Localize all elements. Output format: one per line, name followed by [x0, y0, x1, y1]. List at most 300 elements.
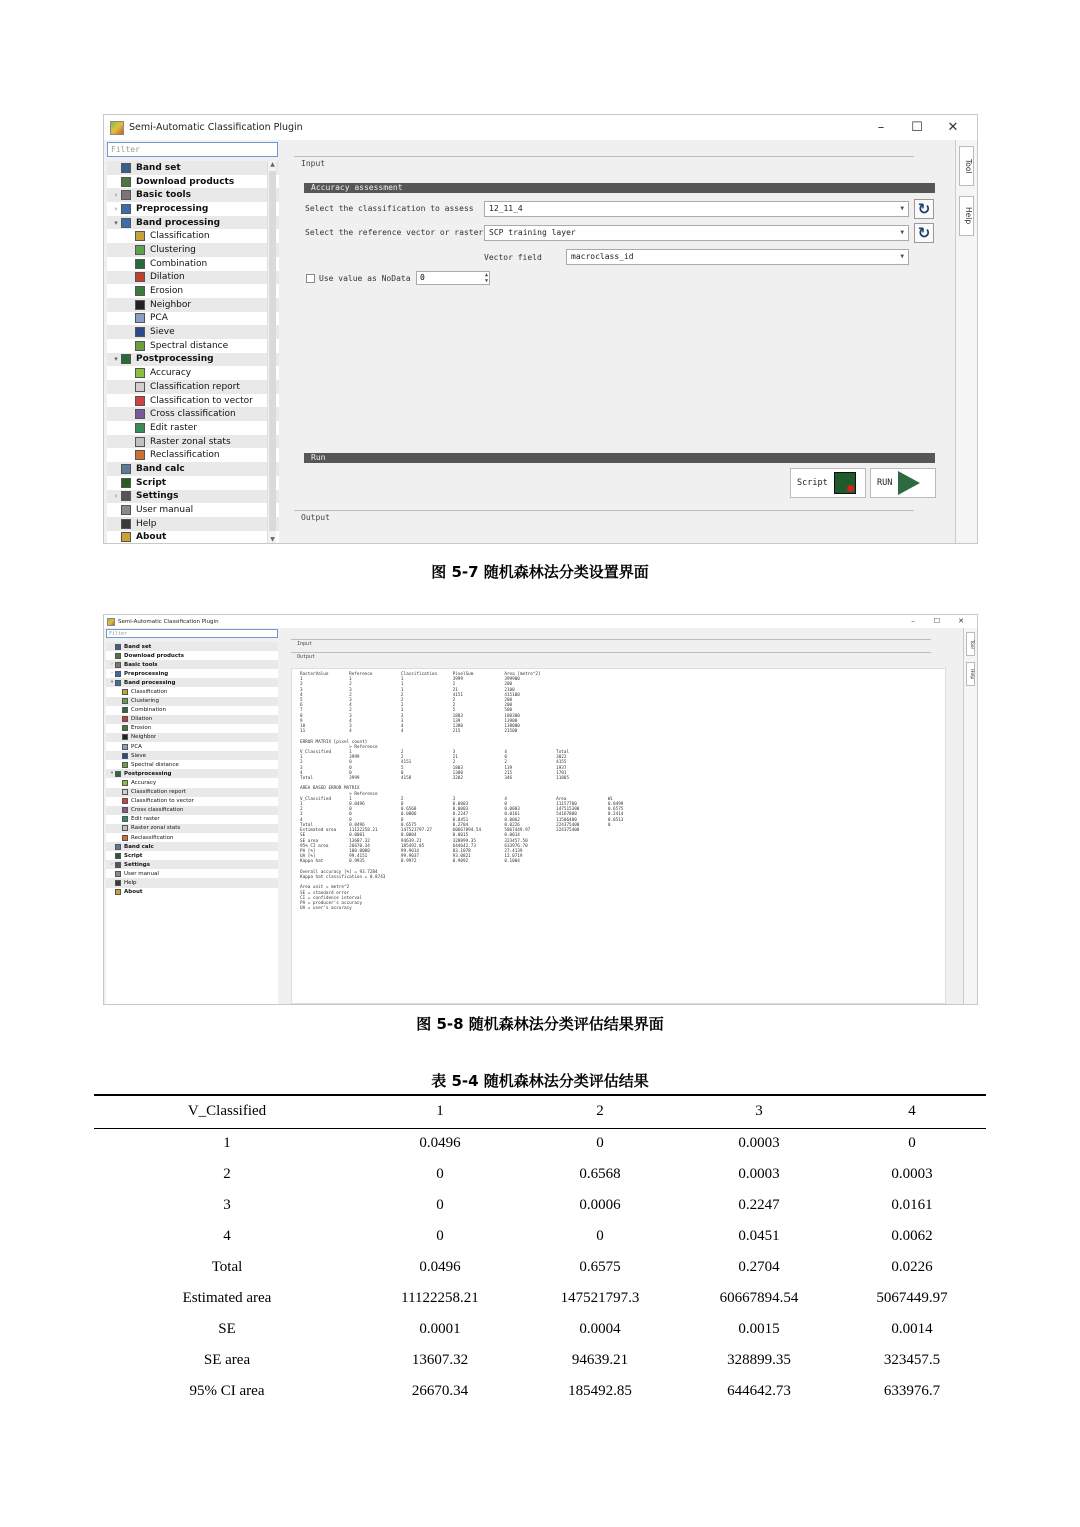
reference-value: SCP training layer: [489, 228, 576, 237]
script-button-label: Script: [797, 478, 828, 488]
sidebar-item-label: Combination: [131, 707, 166, 714]
sidebar-item-neighbor[interactable]: [107, 298, 279, 312]
header-cell: 4: [838, 1095, 986, 1128]
table-row: [94, 1128, 986, 1159]
chevron-down-icon[interactable]: ▾: [110, 771, 114, 777]
sidebar-item-label: User manual: [124, 870, 159, 877]
postprocessing-icon: [115, 771, 121, 777]
script-icon: [834, 472, 856, 494]
value-cell: 0: [436, 1197, 444, 1213]
sidebar-item-label: Dilation: [131, 716, 153, 723]
erosion-icon: [135, 286, 145, 296]
run-icon: [898, 471, 920, 495]
window-title: Semi-Automatic Classification Plugin: [118, 618, 219, 625]
sidebar-item-band-calc[interactable]: [107, 462, 279, 476]
pca-icon: [135, 313, 145, 323]
pca-icon: [122, 744, 128, 750]
sidebar-item-label: Preprocessing: [124, 670, 169, 677]
sidebar-item-label: Clustering: [131, 698, 160, 705]
raster-zonal-stats-icon: [122, 825, 128, 831]
value-cell: 0.0003: [738, 1135, 780, 1152]
refresh-classification-icon[interactable]: ↻: [914, 199, 934, 219]
sidebar-item-label: Postprocessing: [124, 770, 172, 777]
sidebar-item-combination[interactable]: [106, 706, 278, 715]
sidebar-item-label: Spectral distance: [131, 761, 179, 768]
sidebar-item-edit-raster[interactable]: [106, 815, 278, 824]
results-panel: [291, 637, 946, 1003]
window-controls: [901, 615, 973, 628]
sidebar-item-basic-tools[interactable]: [107, 188, 279, 202]
classification-report-icon: [122, 789, 128, 795]
value-cell: 0.0161: [891, 1197, 933, 1213]
title-bar: [104, 615, 977, 628]
sidebar-item-classification-report[interactable]: [106, 788, 278, 797]
input-group-label: Input: [297, 641, 313, 647]
basic-tools-icon: [115, 662, 121, 668]
value-cell: 0.2247: [738, 1197, 780, 1213]
output-group-line: [294, 510, 914, 511]
tab-tool[interactable]: Tool: [966, 632, 975, 656]
script-icon: [115, 853, 121, 859]
value-cell: 0.0015: [738, 1321, 780, 1337]
classification-to-vector-icon: [122, 798, 128, 804]
sidebar-item-cross-classification[interactable]: [106, 806, 278, 815]
sidebar-item-spectral-distance[interactable]: [106, 760, 278, 769]
sidebar-item-about[interactable]: [107, 531, 279, 543]
sidebar-item-download-products[interactable]: [106, 651, 278, 660]
sidebar-item-script[interactable]: [107, 476, 279, 490]
about-icon: [115, 889, 121, 895]
accuracy-assessment-header: Accuracy assessment: [304, 183, 935, 193]
combination-icon: [122, 707, 128, 713]
value-cell: 0.6575: [579, 1259, 621, 1275]
table-row: [94, 1345, 986, 1376]
sidebar-item-label: Spectral distance: [150, 340, 229, 351]
sidebar-item-edit-raster[interactable]: [107, 421, 279, 435]
value-cell: 328899.35: [727, 1352, 791, 1368]
value-cell: 0: [908, 1135, 916, 1152]
dilation-icon: [122, 716, 128, 722]
sidebar-item-label: Edit raster: [150, 422, 197, 433]
sidebar-item-pca[interactable]: [107, 312, 279, 326]
cross-classification-icon: [135, 409, 145, 419]
sidebar-item-erosion[interactable]: [106, 724, 278, 733]
close-icon[interactable]: ✕: [958, 617, 964, 625]
sidebar-item-settings[interactable]: [107, 490, 279, 504]
sidebar-item-sieve[interactable]: [107, 325, 279, 339]
band-processing-icon: [115, 680, 121, 686]
download-icon: [121, 177, 131, 187]
reclassification-icon: [135, 450, 145, 460]
help-icon: [115, 880, 121, 886]
sidebar-item-label: Classification to vector: [131, 798, 194, 805]
sidebar-item-label: Reclassification: [131, 834, 174, 841]
sidebar-item-classification[interactable]: [106, 687, 278, 696]
filter-input[interactable]: Filter: [107, 142, 278, 157]
chevron-right-icon[interactable]: ›: [114, 191, 118, 200]
scp-app-icon: [107, 618, 115, 626]
vector-field-select[interactable]: [566, 249, 909, 265]
sidebar-item-label: Sieve: [131, 752, 147, 759]
sidebar-item-label: User manual: [136, 505, 194, 516]
maximize-icon[interactable]: ☐: [911, 120, 923, 135]
window-controls: [863, 115, 971, 140]
side-tabs: [963, 628, 977, 1004]
sidebar-item-label: Band set: [136, 162, 181, 173]
neighbor-icon: [122, 734, 128, 740]
value-cell: 0.0004: [579, 1321, 621, 1337]
sidebar-item-label: Band calc: [136, 463, 185, 474]
clustering-icon: [122, 698, 128, 704]
sidebar-item-classification[interactable]: [107, 229, 279, 243]
sidebar-item-user-manual[interactable]: [106, 869, 278, 878]
value-cell: 644642.73: [727, 1382, 791, 1399]
chevron-down-icon[interactable]: ▾: [114, 355, 118, 364]
header-cell: V_Classified: [94, 1095, 360, 1128]
sidebar-item-spectral-distance[interactable]: [107, 339, 279, 353]
sidebar-item-label: Reclassification: [150, 450, 220, 461]
sidebar-item-dilation[interactable]: [107, 271, 279, 285]
settings-icon: [115, 862, 121, 868]
value-cell: 633976.7: [883, 1382, 941, 1399]
figure-caption-5-7: 图 5-7 随机森林法分类设置界面: [431, 563, 649, 581]
sidebar-item-raster-zonal-stats[interactable]: [106, 824, 278, 833]
tab-help[interactable]: Help: [966, 662, 975, 686]
value-cell: 147521797.3: [560, 1290, 640, 1306]
sidebar-item-label: Sieve: [150, 327, 175, 338]
scp-window-results: [103, 614, 978, 1005]
sidebar-item-basic-tools[interactable]: [106, 660, 278, 669]
tool-tree: [107, 161, 279, 543]
sidebar-item-classification-to-vector[interactable]: [107, 394, 279, 408]
sidebar-item-dilation[interactable]: [106, 715, 278, 724]
value-cell: 0.0451: [738, 1228, 780, 1244]
sidebar-item-band-calc[interactable]: [106, 842, 278, 851]
reference-select[interactable]: [484, 225, 909, 241]
tool-tree: [106, 642, 278, 1004]
refresh-reference-icon[interactable]: ↻: [914, 223, 934, 243]
value-cell: 94639.21: [571, 1352, 629, 1368]
chevron-right-icon[interactable]: ›: [114, 204, 118, 213]
value-cell: 26670.34: [411, 1382, 469, 1399]
sidebar-item-label: Band processing: [136, 217, 221, 228]
accuracy-report-text: RasterValue Reference Classification PixelSum Area [metre^2] 1 1 1 3999 399900 2 2 1 2 200 3 3 1 21 2100 4 2 2 4151 415100 5 3 2 2 200 6 4 2 2 200 7 2 3 5 500 8 3 3 1803 180300 9 4 3 139 13900 10 3 4 1380 138000 11 4 4 215 21500 ERROR MATRIX [pixel count] > Reference V_Classified 1 2 3 4 Total 1 3999 2 21 0 3022 2 0 4151 2 2 4155 3 0 5 1803 139 1937 4 0 0 1380 215 1781 Total 3999 4158 3202 346 11805 AREA BASED ERROR MATRIX > Reference V_Classified 1 2 3 4 Area Wi 1 0.0496 0 0.0003 0 11157700 0.0499 2 0 0.6568 0.0003 0.0003 147515300 0.6575 3 0 0.0006 0.2247 0.0161 54167800 0.2414 4 0 0 0.0451 0.0062 11506400 0.0513 Total 0.0496 0.6575 0.2704 0.0226 224375400 0 Estimated area 11122258.21 147521797.27 60667894.54 5067449.97 224375400 SE 0.0001 0.0004 0.0015 0.0014 SE area 13607.32 94639.21 328899.35 323457.50 95% CI area 26670.34 185492.85 644642.73 633976.70 PA [%] 100.0000 99.9014 83.1078 27.4139 UA [%] 99.4151 99.9037 93.0821 12.0719 Kappa hat 0.9935 0.9972 0.9092 0.1004 Overall accuracy [%] = 93.7284 Kappa hat classification = 0.8743 Area unit = metre^2 SE = standard error CI = confidence interval PA = producer's accuracy UA = user's accuracy: [300, 672, 624, 912]
chevron-down-icon: ▼: [900, 205, 904, 212]
scp-app-icon: [110, 121, 124, 135]
postprocessing-icon: [121, 354, 131, 364]
value-cell: 0.0003: [738, 1166, 780, 1182]
row-label-cell: 95% CI area: [189, 1382, 265, 1399]
scroll-down-icon[interactable]: ▼: [270, 536, 275, 543]
window-title: Semi-Automatic Classification Plugin: [129, 122, 303, 133]
table-header-row: [94, 1095, 986, 1128]
chevron-down-icon[interactable]: ▾: [110, 680, 114, 686]
value-cell: 0.0226: [891, 1259, 933, 1275]
value-cell: 0.6568: [579, 1166, 621, 1182]
sidebar-item-label: Erosion: [131, 725, 152, 732]
value-cell: 185492.85: [568, 1382, 632, 1399]
figure-caption-5-8: 图 5-8 随机森林法分类评估结果界面: [416, 1015, 664, 1033]
classification-label: Select the classification to assess: [305, 204, 474, 213]
sidebar-item-label: Band calc: [124, 843, 154, 850]
table-title: 表 5-4 随机森林法分类评估结果: [431, 1072, 649, 1090]
tree-scrollbar[interactable]: [267, 161, 276, 543]
sidebar-item-reclassification[interactable]: [106, 833, 278, 842]
preprocessing-icon: [121, 204, 131, 214]
header-cell: 1: [360, 1095, 520, 1128]
sidebar-item-label: Classification to vector: [150, 395, 253, 406]
band-calc-icon: [121, 464, 131, 474]
value-cell: 0: [436, 1228, 444, 1244]
chevron-right-icon[interactable]: ›: [111, 862, 113, 868]
raster-zonal-stats-icon: [135, 437, 145, 447]
combination-icon: [135, 259, 145, 269]
sidebar-item-clustering[interactable]: [107, 243, 279, 257]
sidebar-item-band-set[interactable]: [107, 161, 279, 175]
clustering-icon: [135, 245, 145, 255]
output-group-label: Output: [301, 513, 330, 522]
basic-tools-icon: [121, 190, 131, 200]
sidebar-item-label: Cross classification: [131, 807, 184, 814]
minimize-icon[interactable]: –: [877, 120, 885, 135]
classification-to-vector-icon: [135, 396, 145, 406]
side-tabs: [955, 140, 977, 543]
band-calc-icon: [115, 844, 121, 850]
sidebar-item-label: Settings: [124, 861, 150, 868]
nodata-label: Use value as NoData: [319, 274, 411, 283]
table-row: [94, 1252, 986, 1283]
table-row: [94, 1190, 986, 1221]
sidebar-item-label: Preprocessing: [136, 203, 209, 214]
sidebar-item-classification-to-vector[interactable]: [106, 797, 278, 806]
chevron-down-icon[interactable]: ▾: [114, 218, 118, 227]
user-manual-icon: [115, 871, 121, 877]
sidebar-item-preprocessing[interactable]: [106, 669, 278, 678]
value-cell: 60667894.54: [719, 1290, 799, 1306]
sidebar-item-label: Clustering: [150, 244, 196, 255]
value-cell: 0: [436, 1166, 444, 1182]
value-cell: 0.0003: [891, 1166, 933, 1182]
input-group-label: Input: [301, 159, 326, 168]
value-cell: 0.0001: [419, 1321, 461, 1337]
sidebar-item-label: Classification: [131, 689, 168, 696]
sidebar-item-help[interactable]: [107, 517, 279, 531]
classification-icon: [122, 689, 128, 695]
cross-classification-icon: [122, 807, 128, 813]
sidebar-item-label: Classification report: [150, 381, 240, 392]
script-button[interactable]: [790, 468, 866, 498]
sidebar-item-erosion[interactable]: [107, 284, 279, 298]
value-cell: 0.0062: [891, 1228, 933, 1244]
sidebar-item-label: Combination: [150, 258, 208, 269]
sidebar-item-label: Script: [124, 852, 143, 859]
chevron-down-icon: ▼: [900, 253, 904, 260]
sidebar-item-label: Script: [136, 477, 167, 488]
value-cell: 0: [596, 1228, 604, 1244]
sieve-icon: [135, 327, 145, 337]
report-output-area[interactable]: [291, 668, 946, 1004]
chevron-right-icon[interactable]: ›: [114, 492, 118, 501]
sidebar-item-postprocessing[interactable]: [106, 769, 278, 778]
sidebar-item-label: PCA: [150, 313, 168, 324]
row-label-cell: SE: [218, 1321, 236, 1337]
reference-label: Select the reference vector or raster: [305, 228, 484, 237]
accuracy-icon: [135, 368, 145, 378]
scrollbar-thumb[interactable]: [269, 171, 276, 531]
sidebar-item-pca[interactable]: [106, 742, 278, 751]
sidebar-item-label: Neighbor: [150, 299, 192, 310]
sidebar-item-preprocessing[interactable]: [107, 202, 279, 216]
input-group-line: [294, 156, 914, 157]
tab-tool[interactable]: Tool: [959, 146, 974, 186]
row-label-cell: 4: [223, 1228, 231, 1244]
maximize-icon[interactable]: ☐: [933, 617, 941, 625]
edit-raster-icon: [135, 423, 145, 433]
sidebar-item-label: Dilation: [150, 272, 185, 283]
classification-icon: [135, 231, 145, 241]
sidebar-item-label: Classification report: [131, 789, 186, 796]
sidebar-item-label: Help: [124, 879, 137, 886]
sidebar-item-label: Raster zonal stats: [150, 436, 231, 447]
spectral-distance-icon: [135, 341, 145, 351]
value-cell: 0.2704: [738, 1259, 780, 1275]
sidebar-item-raster-zonal-stats[interactable]: [107, 435, 279, 449]
sidebar-item-clustering[interactable]: [106, 697, 278, 706]
sidebar-item-label: Accuracy: [150, 368, 192, 379]
download-icon: [115, 653, 121, 659]
classification-value: 12_11_4: [489, 204, 523, 213]
row-label-cell: 1: [223, 1135, 231, 1152]
sidebar-item-label: Classification: [150, 231, 210, 242]
row-label-cell: Total: [211, 1259, 243, 1275]
vector-field-label: Vector field: [484, 253, 542, 262]
row-label-cell: 2: [223, 1166, 231, 1182]
sidebar-item-label: Erosion: [150, 286, 184, 297]
sidebar-item-about[interactable]: [106, 888, 278, 897]
reclassification-icon: [122, 835, 128, 841]
scp-window-settings: [103, 114, 978, 544]
sidebar-item-user-manual[interactable]: [107, 503, 279, 517]
run-button[interactable]: [870, 468, 936, 498]
sidebar-item-label: Band set: [124, 643, 152, 650]
value-cell: 323457.5: [883, 1352, 941, 1368]
sidebar-item-script[interactable]: [106, 851, 278, 860]
value-cell: 0.0496: [419, 1135, 461, 1152]
sidebar-item-band-set[interactable]: [106, 642, 278, 651]
sidebar-item-label: Accuracy: [131, 779, 157, 786]
spin-arrows-icon[interactable]: ▲ ▼: [484, 272, 488, 284]
nodata-checkbox[interactable]: [306, 274, 315, 283]
row-label-cell: Estimated area: [182, 1290, 272, 1306]
table-row: [94, 1221, 986, 1252]
close-icon[interactable]: ✕: [947, 120, 959, 135]
sidebar-item-settings[interactable]: [106, 860, 278, 869]
sidebar-item-accuracy[interactable]: [106, 778, 278, 787]
script-icon: [121, 478, 131, 488]
sidebar-item-label: Basic tools: [124, 661, 158, 668]
filter-input[interactable]: Filter: [106, 629, 278, 638]
sidebar-item-help[interactable]: [106, 878, 278, 887]
output-group-line: [291, 652, 931, 653]
title-bar: [104, 115, 977, 140]
minimize-icon[interactable]: –: [911, 617, 915, 625]
table-row: [94, 1159, 986, 1190]
sidebar-item-neighbor[interactable]: [106, 733, 278, 742]
sidebar-item-label: Band processing: [124, 679, 176, 686]
accuracy-icon: [122, 780, 128, 786]
sidebar-item-classification-report[interactable]: [107, 380, 279, 394]
classification-report-icon: [135, 382, 145, 392]
sidebar-item-sieve[interactable]: [106, 751, 278, 760]
sidebar-item-download-products[interactable]: [107, 175, 279, 189]
run-section-header: Run: [304, 453, 935, 463]
sidebar-item-label: Download products: [124, 652, 185, 659]
output-group-label: Output: [297, 654, 316, 660]
value-cell: 0.0014: [891, 1321, 933, 1337]
table-row: [94, 1314, 986, 1345]
dilation-icon: [135, 272, 145, 282]
sidebar-item-label: Raster zonal stats: [131, 825, 181, 832]
sidebar-item-label: Neighbor: [131, 734, 157, 741]
sieve-icon: [122, 753, 128, 759]
sidebar-item-label: Postprocessing: [136, 354, 214, 365]
value-cell: 5067449.97: [876, 1290, 948, 1306]
sidebar-item-band-processing[interactable]: [107, 216, 279, 230]
classification-select[interactable]: [484, 201, 909, 217]
input-group-line: [291, 639, 931, 640]
table-row: [94, 1283, 986, 1314]
about-icon: [121, 532, 131, 542]
sidebar-item-label: Cross classification: [150, 409, 236, 420]
row-label-cell: SE area: [203, 1352, 251, 1368]
chevron-right-icon[interactable]: ›: [111, 662, 113, 668]
header-cell: 2: [520, 1095, 680, 1128]
sidebar-item-combination[interactable]: [107, 257, 279, 271]
band-processing-icon: [121, 218, 131, 228]
sidebar-item-label: Basic tools: [136, 190, 191, 201]
results-table: [94, 1094, 986, 1406]
sidebar-item-label: Help: [136, 518, 157, 529]
spectral-distance-icon: [122, 762, 128, 768]
user-manual-icon: [121, 505, 131, 515]
accuracy-panel: [294, 145, 942, 540]
nodata-spinbox[interactable]: [416, 271, 490, 285]
value-cell: 0: [596, 1135, 604, 1152]
value-cell: 11122258.21: [401, 1290, 479, 1306]
neighbor-icon: [135, 300, 145, 310]
run-button-label: RUN: [877, 478, 893, 488]
sidebar-item-cross-classification[interactable]: [107, 407, 279, 421]
preprocessing-icon: [115, 671, 121, 677]
help-icon: [121, 519, 131, 529]
band-set-icon: [121, 163, 131, 173]
sidebar-item-reclassification[interactable]: [107, 448, 279, 462]
scroll-up-icon[interactable]: ▲: [270, 161, 275, 168]
row-label-cell: 3: [223, 1197, 231, 1213]
chevron-right-icon[interactable]: ›: [111, 671, 113, 677]
sidebar-item-band-processing[interactable]: [106, 678, 278, 687]
sidebar-item-label: About: [124, 889, 143, 896]
erosion-icon: [122, 725, 128, 731]
sidebar-item-accuracy[interactable]: [107, 366, 279, 380]
value-cell: 13607.32: [411, 1352, 469, 1368]
chevron-down-icon: ▼: [900, 229, 904, 236]
band-set-icon: [115, 644, 121, 650]
value-cell: 0.0006: [579, 1197, 621, 1213]
sidebar-item-label: Settings: [136, 491, 179, 502]
sidebar-item-postprocessing[interactable]: [107, 353, 279, 367]
tab-help[interactable]: Help: [959, 196, 974, 236]
